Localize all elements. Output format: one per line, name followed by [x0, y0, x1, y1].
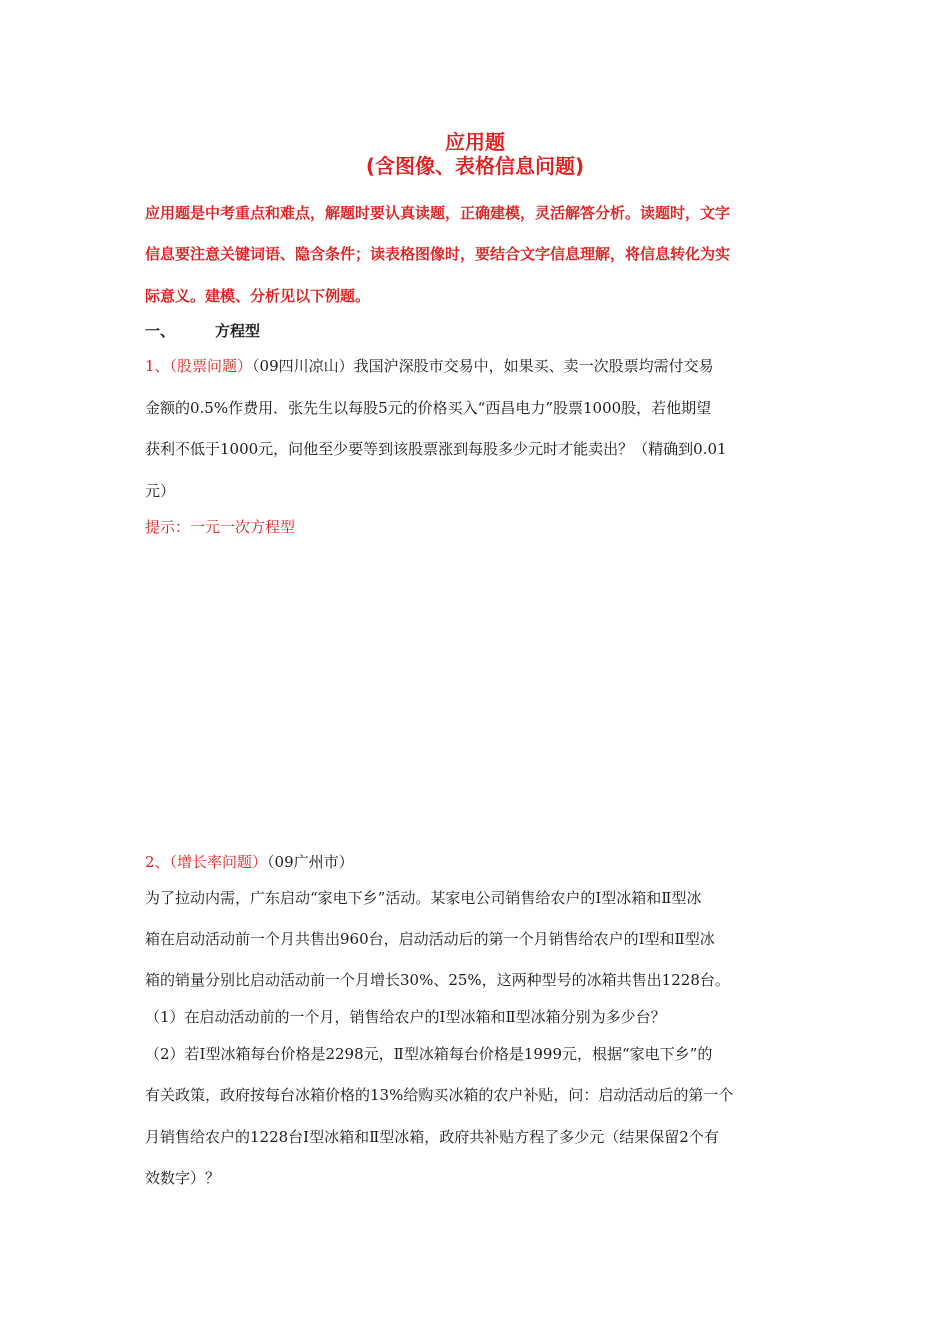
intro-line: 际意义。建模、分析见以下例题。 — [145, 287, 371, 305]
intro-line: 应用题是中考重点和难点，解题时要认真读题，正确建模，灵活解答分析。读题时，文字 — [145, 204, 731, 222]
question-2-line: 为了拉动内需，广东启动“家电下乡”活动。某家电公司销售给农户的Ⅰ型冰箱和Ⅱ型冰 — [145, 889, 702, 907]
section-title: 方程型 — [215, 322, 261, 340]
question-1-hint: 提示：一元一次方程型 — [145, 518, 296, 536]
page-title: 应用题 — [445, 130, 505, 154]
section-heading — [145, 320, 260, 341]
question-2-line: 箱的销量分别比启动活动前一个月增长30%、25%，这两种型号的冰箱共售出1228台。 — [145, 971, 730, 989]
question-1-line: 元） — [145, 482, 176, 500]
question-2-source: （09广州市） — [267, 853, 354, 871]
question-1-line — [145, 355, 714, 376]
question-1-text: （09四川凉山）我国沪深股市交易中，如果买、卖一次股票均需付交易 — [252, 357, 714, 375]
question-2-header — [145, 851, 354, 872]
intro-line: 信息要注意关键词语、隐含条件；读表格图像时，要结合文字信息理解，将信息转化为实 — [145, 245, 731, 263]
question-1-label: 1、（股票问题） — [145, 357, 253, 375]
question-1-line: 金额的0.5%作费用．张先生以每股5元的价格买入“西昌电力”股票1000股，若他期望 — [145, 399, 712, 417]
question-1-line: 获利不低于1000元，问他至少要等到该股票涨到每股多少元时才能卖出？（精确到0.01 — [145, 440, 727, 458]
question-2-line: 月销售给农户的1228台Ⅰ型冰箱和Ⅱ型冰箱，政府共补贴方程了多少元（结果保留2个有 — [145, 1128, 719, 1146]
question-2-part-1: （1）在启动活动前的一个月，销售给农户的Ⅰ型冰箱和Ⅱ型冰箱分别为多少台？ — [145, 1008, 666, 1026]
question-2-line: 有关政策，政府按每台冰箱价格的13%给购买冰箱的农户补贴，问：启动活动后的第一个 — [145, 1086, 734, 1104]
section-number: 一、 — [145, 322, 176, 340]
question-2-line: 效数字）？ — [145, 1169, 221, 1187]
question-2-label: 2、（增长率问题） — [145, 853, 268, 871]
page-subtitle: (含图像、表格信息问题) — [365, 154, 585, 178]
question-2-line: 箱在启动活动前一个月共售出960台，启动活动后的第一个月销售给农户的Ⅰ型和Ⅱ型冰 — [145, 930, 715, 948]
question-2-part-2: （2）若Ⅰ型冰箱每台价格是2298元，Ⅱ型冰箱每台价格是1999元，根据“家电下乡”的 — [145, 1045, 713, 1063]
